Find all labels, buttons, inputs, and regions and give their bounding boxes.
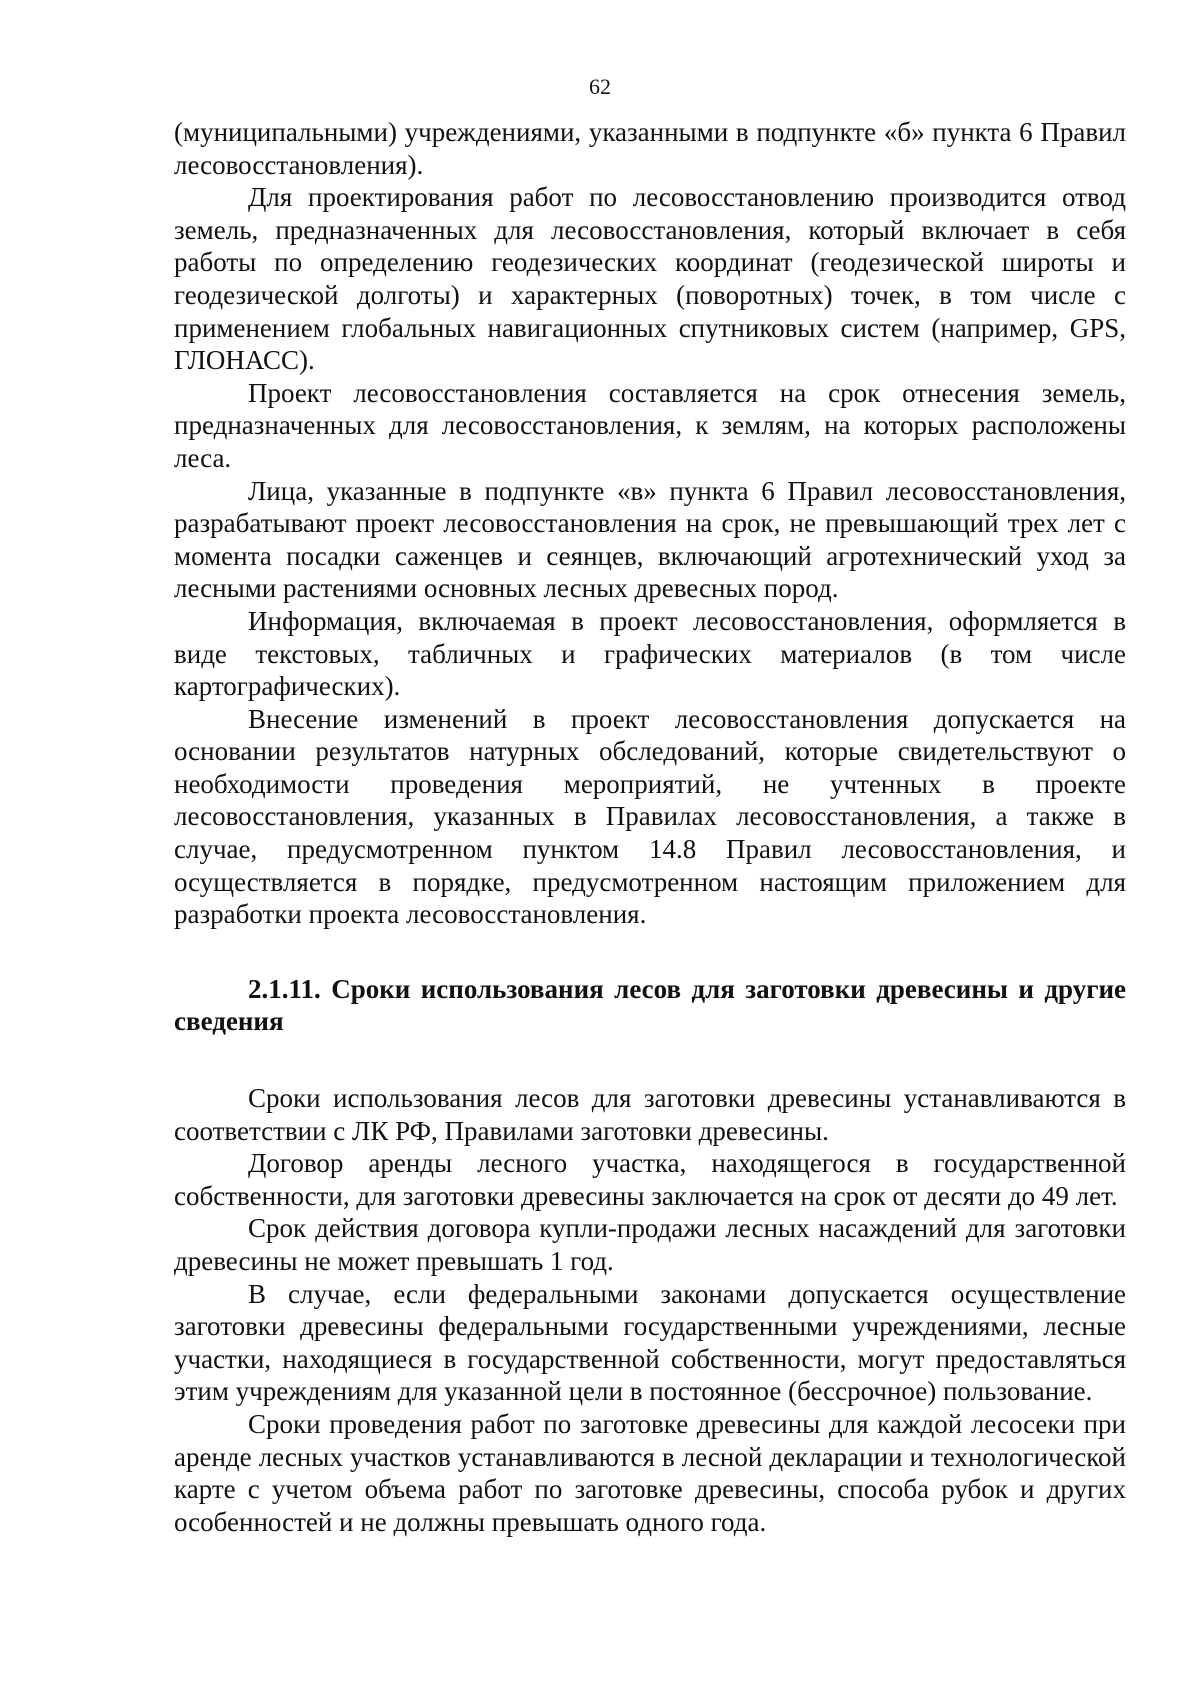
paragraph-continuation: (муниципальными) учреждениями, указанными в подпункте «б» пункта 6 Правил лесовосстановления). <box>174 117 1126 180</box>
paragraph-project-changes: Внесение изменений в проект лесовосстановления допускается на основании результатов натурных обследований, которые свидетельствуют о необходимости проведения мероприятий, не учтенных в проекте лесовосстановления, указанных в Правилах лесовосстановления, а также в случае, предусмотренном пунктом 14.8 Правил лесовосстановления, и осуществляется в порядке, предусмотренном настоящим приложением для разработки проекта лесовосстановления. <box>174 703 1126 930</box>
heading-spacer <box>174 1038 1126 1082</box>
paragraph-lease-agreement: Договор аренды лесного участка, находящегося в государственной собственности, для заготовки древесины заключается на срок от десяти до 49 лет. <box>174 1148 1126 1211</box>
paragraph-federal-institutions: В случае, если федеральными законами допускается осуществление заготовки древесины федеральными государственными учреждениями, лесные участки, находящиеся в государственной собственности, могут предоставляться этим учреждениям для указанной цели в постоянное (бессрочное) пользование. <box>174 1278 1126 1407</box>
document-body <box>174 116 1126 1538</box>
page-number: 62 <box>589 74 611 99</box>
paragraph-project-term: Проект лесовосстановления составляется на срок отнесения земель, предназначенных для лесовосстановления, к землям, на которых расположены леса. <box>174 377 1126 473</box>
paragraph-project-information: Информация, включаемая в проект лесовосстановления, оформляется в виде текстовых, табличных и графических материалов (в том числе картографических). <box>174 605 1126 702</box>
paragraph-project-developers: Лица, указанные в подпункте «в» пункта 6 Правил лесовосстановления, разрабатывают проект лесовосстановления на срок, не превышающий трех лет с момента посадки саженцев и сеянцев, включающий агротехнический уход за лесными растениями основных лесных древесных пород. <box>174 475 1126 604</box>
paragraph-sale-contract: Срок действия договора купли-продажи лесных насаждений для заготовки древесины не может превышать 1 год. <box>174 1213 1126 1276</box>
paragraph-harvesting-deadlines: Сроки проведения работ по заготовке древесины для каждой лесосеки при аренде лесных участков устанавливаются в лесной декларации и технологической карте с учетом объема работ по заготовке древесины, способа рубок и других особенностей и не должны превышать одного года. <box>174 1408 1126 1537</box>
paragraph-usage-terms: Сроки использования лесов для заготовки древесины устанавливаются в соответствии с ЛК РФ, Правилами заготовки древесины. <box>174 1083 1126 1146</box>
section-heading: 2.1.11. Сроки использования лесов для заготовки древесины и другие сведения <box>174 973 1126 1037</box>
paragraph-land-allotment: Для проектирования работ по лесовосстановлению производится отвод земель, предназначенных для лесовосстановления, который включает в себя работы по определению геодезических координат (геодезической широты и геодезической долготы) и характерных (поворотных) точек, в том числе с применением глобальных навигационных спутниковых систем (например, GPS, ГЛОНАСС). <box>174 182 1126 376</box>
